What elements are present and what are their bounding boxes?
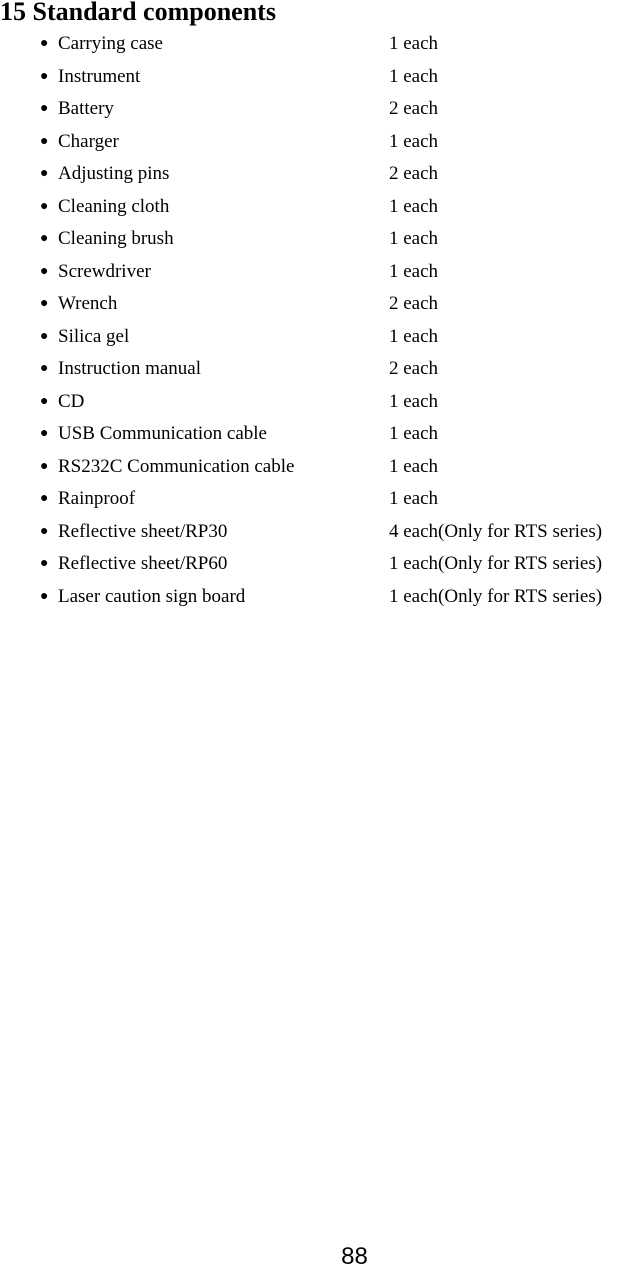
list-item <box>40 31 623 64</box>
component-quantity: 1 each <box>389 195 439 217</box>
component-quantity: 1 each <box>389 65 439 87</box>
component-quantity: 1 each(Only for RTS series) <box>389 553 603 574</box>
bullet-icon: ● <box>40 101 49 116</box>
section-title: 15 Standard components <box>0 0 276 26</box>
component-quantity: 4 each(Only for RTS series) <box>389 520 603 542</box>
component-quantity: 1 each <box>389 260 439 282</box>
list-item <box>40 129 623 162</box>
component-name: Laser caution sign board <box>58 585 246 607</box>
bullet-icon: ● <box>40 166 49 181</box>
component-quantity: 2 each <box>389 163 439 184</box>
bullet-icon: ● <box>40 588 49 604</box>
components-list <box>40 31 623 616</box>
bullet-icon: ● <box>40 426 49 441</box>
list-item <box>40 161 623 194</box>
bullet-icon: ● <box>40 133 49 149</box>
list-item <box>40 96 623 129</box>
bullet-icon: ● <box>40 361 49 376</box>
component-name: Carrying case <box>58 33 163 54</box>
component-name: Cleaning brush <box>58 228 174 249</box>
list-item <box>40 454 623 487</box>
bullet-icon: ● <box>40 556 49 571</box>
component-quantity: 1 each <box>389 325 439 347</box>
component-quantity: 1 each <box>389 390 439 412</box>
component-name: CD <box>58 390 85 412</box>
bullet-icon: ● <box>40 68 49 84</box>
component-quantity: 1 each <box>389 455 439 477</box>
list-item <box>40 584 623 617</box>
list-item <box>40 324 623 357</box>
component-name: RS232C Communication cable <box>58 455 295 477</box>
component-name: Battery <box>58 98 114 119</box>
component-name: Silica gel <box>58 325 130 347</box>
component-quantity: 1 each(Only for RTS series) <box>389 585 603 607</box>
bullet-icon: ● <box>40 393 49 409</box>
list-item <box>40 389 623 422</box>
bullet-icon: ● <box>40 328 49 344</box>
component-name: Instrument <box>58 65 141 87</box>
component-quantity: 1 each <box>389 488 439 509</box>
component-quantity: 2 each <box>389 98 439 119</box>
bullet-icon: ● <box>40 263 49 279</box>
component-name: USB Communication cable <box>58 423 267 444</box>
component-name: Reflective sheet/RP60 <box>58 553 228 574</box>
list-item <box>40 356 623 389</box>
list-item <box>40 486 623 519</box>
component-quantity: 2 each <box>389 358 439 379</box>
bullet-icon: ● <box>40 198 49 214</box>
component-quantity: 1 each <box>389 423 439 444</box>
component-quantity: 1 each <box>389 130 439 152</box>
list-item <box>40 194 623 227</box>
list-item <box>40 519 623 552</box>
component-name: Wrench <box>58 293 118 314</box>
list-item <box>40 551 623 584</box>
component-quantity: 2 each <box>389 293 439 314</box>
bullet-icon: ● <box>40 458 49 474</box>
list-item <box>40 259 623 292</box>
bullet-icon: ● <box>40 491 49 506</box>
component-quantity: 1 each <box>389 228 439 249</box>
bullet-icon: ● <box>40 296 49 311</box>
component-name: Rainproof <box>58 488 136 509</box>
component-quantity: 1 each <box>389 33 439 54</box>
component-name: Instruction manual <box>58 358 201 379</box>
page-number: 88 <box>341 1243 368 1270</box>
bullet-icon: ● <box>40 36 49 51</box>
list-item <box>40 421 623 454</box>
component-name: Adjusting pins <box>58 163 170 184</box>
list-item <box>40 291 623 324</box>
list-item <box>40 226 623 259</box>
component-name: Reflective sheet/RP30 <box>58 520 228 542</box>
bullet-icon: ● <box>40 523 49 539</box>
list-item <box>40 64 623 97</box>
component-name: Cleaning cloth <box>58 195 170 217</box>
component-name: Screwdriver <box>58 260 151 282</box>
bullet-icon: ● <box>40 231 49 246</box>
component-name: Charger <box>58 130 119 152</box>
